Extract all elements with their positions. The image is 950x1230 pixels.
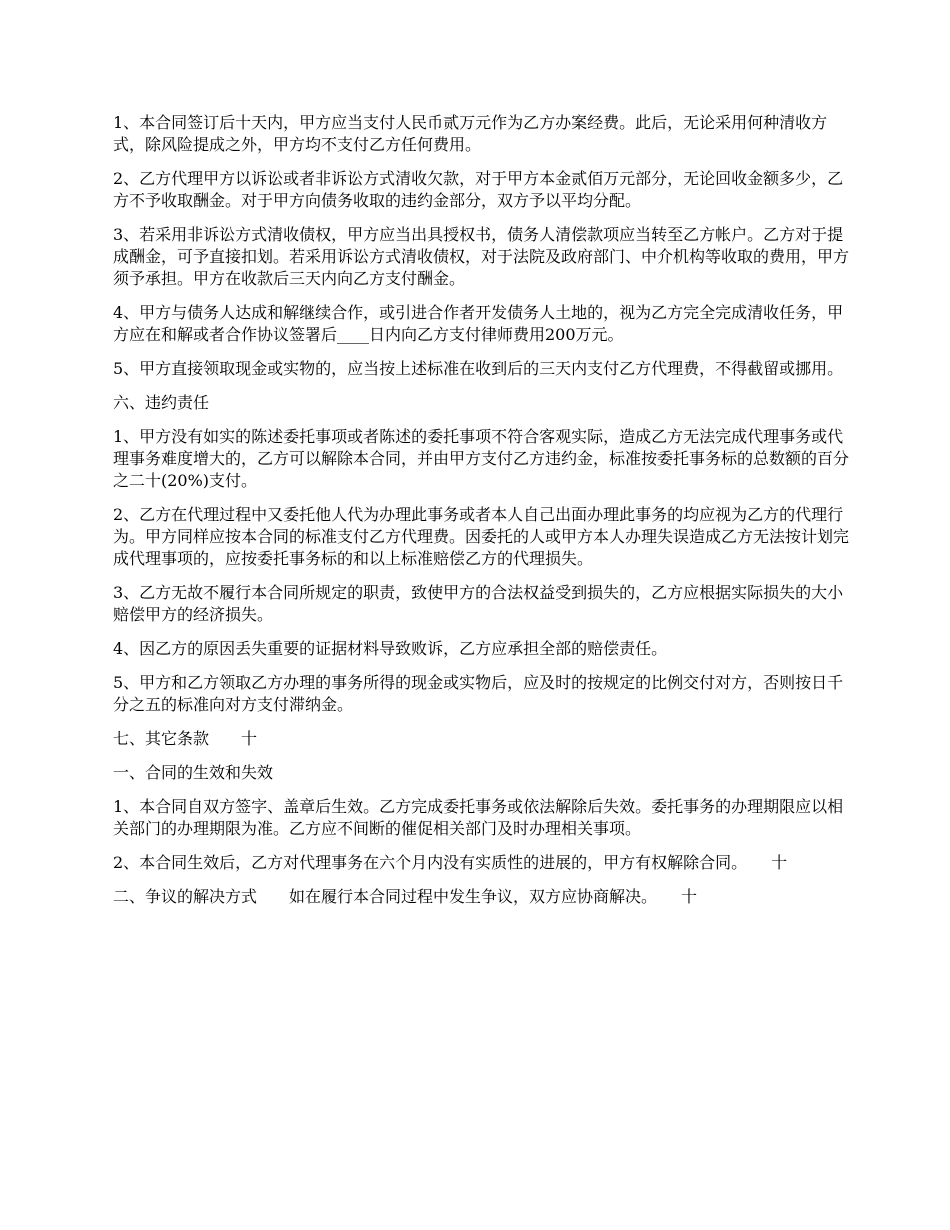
paragraph-breach-party-b-duty: 3、乙方无故不履行本合同所规定的职责，致使甲方的合法权益受到损失的，乙方应根据实际损失的大小赔偿甲方的经济损失。 [113,583,844,624]
paragraph-termination-right: 2、本合同生效后，乙方对代理事务在六个月内没有实质性的进展的，甲方有权解除合同。 十 [113,853,788,872]
section-heading-effect-termination: 一、合同的生效和失效 [113,763,274,782]
section-heading-breach-liability: 六、违约责任 [113,393,210,412]
paragraph-direct-collection: 5、甲方直接领取现金或实物的，应当按上述标准在收到后的三天内支付乙方代理费，不得截留或挪用。 [113,359,844,378]
paragraph-effectiveness: 1、本合同自双方签字、盖章后生效。乙方完成委托事务或依法解除后失效。委托事务的办理期限应以相关部门的办理期限为准。乙方应不间断的催促相关部门及时办理相关事项。 [113,797,844,838]
paragraph-breach-subdelegation: 2、乙方在代理过程中又委托他人代为办理此事务或者本人自己出面办理此事务的均应视为乙方的代理行为。甲方同样应按本合同的标准支付乙方代理费。因委托的人或甲方本人办理失误造成乙方无法按计划完成代理事项的，应按委托事务标的和以上标准赔偿乙方的代理损失。 [113,505,850,568]
paragraph-non-litigation-recovery: 3、若采用非诉讼方式清收债权，甲方应当出具授权书，债务人清偿款项应当转至乙方帐户。乙方对于提成酬金，可予直接扣划。若采用诉讼方式清收债权，对于法院及政府部门、中介机构等收取的费用，甲方须予承担。甲方在收款后三天内向乙方支付酬金。 [113,225,850,288]
paragraph-breach-late-payment: 5、甲方和乙方领取乙方办理的事务所得的现金或实物后，应及时的按规定的比例交付对方，否则按日千分之五的标准向对方支付滞纳金。 [113,673,844,714]
paragraph-breach-lost-evidence: 4、因乙方的原因丢失重要的证据材料导致败诉，乙方应承担全部的赔偿责任。 [113,639,668,658]
paragraph-principal-recovery: 2、乙方代理甲方以诉讼或者非诉讼方式清收欠款，对于甲方本金贰佰万元部分，无论回收金额多少，乙方不予收取酬金。对于甲方向债务收取的违约金部分，双方予以平均分配。 [113,169,844,210]
document-page [113,112,853,920]
paragraph-payment-expenses: 1、本合同签订后十天内，甲方应当支付人民币贰万元作为乙方办案经费。此后，无论采用何种清收方式，除风险提成之外，甲方均不支付乙方任何费用。 [113,113,828,154]
paragraph-dispute-resolution: 二、争议的解决方式 如在履行本合同过程中发生争议，双方应协商解决。 十 [113,887,698,906]
paragraph-breach-party-a: 1、甲方没有如实的陈述委托事项或者陈述的委托事项不符合客观实际，造成乙方无法完成代理事务或代理事务难度增大的，乙方可以解除本合同，并由甲方支付乙方违约金，标准按委托事务标的总数额的百分之二十(20%)支付。 [113,427,850,490]
paragraph-settlement-lawyer-fee: 4、甲方与债务人达成和解继续合作，或引进合作者开发债务人土地的，视为乙方完全完成清收任务，甲方应在和解或者合作协议签署后____日内向乙方支付律师费用200万元。 [113,303,844,344]
section-heading-other-terms: 七、其它条款 十 [113,729,258,748]
